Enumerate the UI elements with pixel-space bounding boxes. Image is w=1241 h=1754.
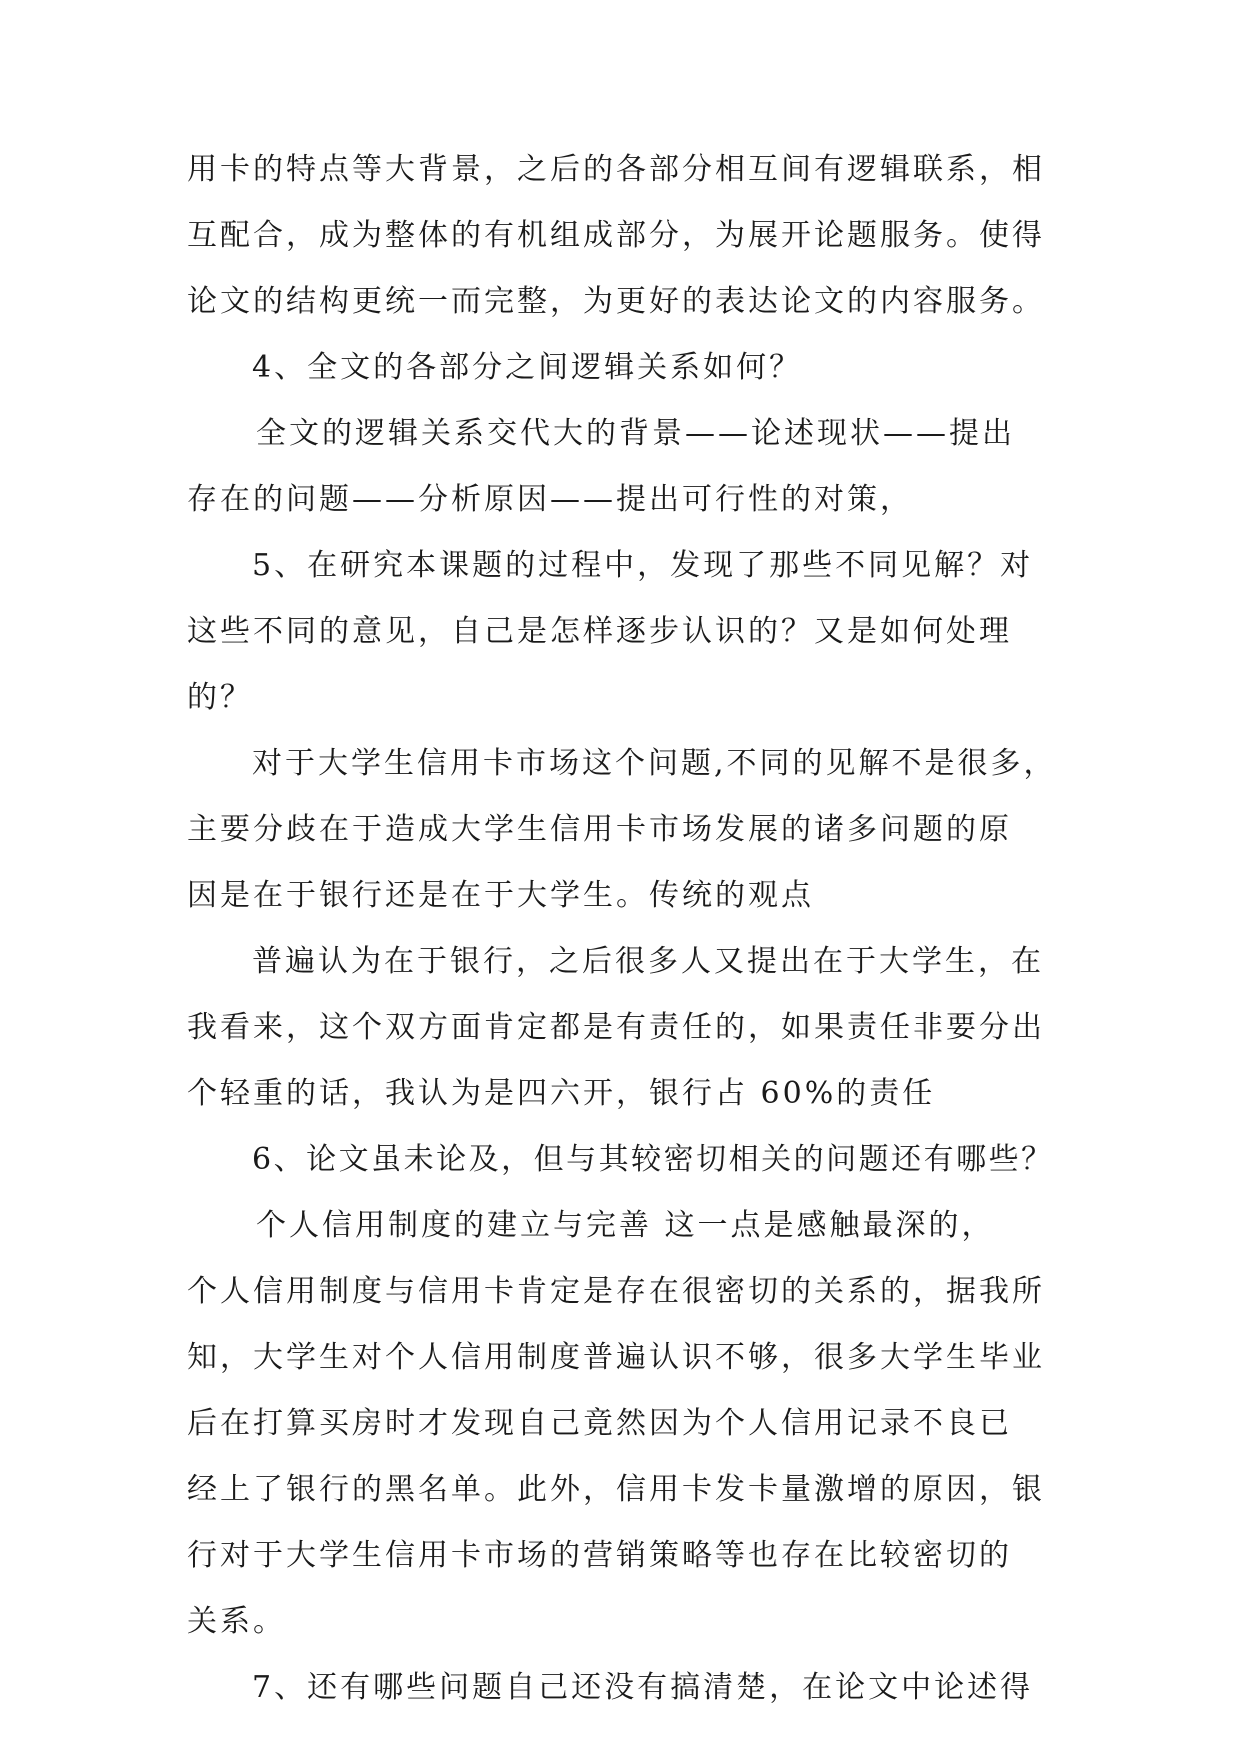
text-line: 普遍认为在于银行，之后很多人又提出在于大学生，在 (252, 944, 1044, 979)
text-line: 知，大学生对个人信用制度普遍认识不够，很多大学生毕业 (187, 1340, 1045, 1375)
text-line: 行对于大学生信用卡市场的营销策略等也存在比较密切的 (187, 1538, 1012, 1573)
text-line: 经上了银行的黑名单。此外，信用卡发卡量激增的原因，银 (187, 1472, 1045, 1507)
text-line: 6、论文虽未论及，但与其较密切相关的问题还有哪些？ (252, 1142, 1054, 1177)
text-line: 个轻重的话，我认为是四六开，银行占 60%的责任 (187, 1076, 936, 1111)
text-line: 互配合，成为整体的有机组成部分，为展开论题服务。使得 (187, 218, 1045, 253)
text-line: 论文的结构更统一而完整，为更好的表达论文的内容服务。 (187, 284, 1045, 319)
text-line: 个人信用制度与信用卡肯定是存在很密切的关系的，据我所 (187, 1274, 1045, 1309)
text-line: 关系。 (187, 1604, 286, 1639)
text-line: 对于大学生信用卡市场这个问题,不同的见解不是很多， (252, 746, 1057, 781)
text-line: 主要分歧在于造成大学生信用卡市场发展的诸多问题的原 (187, 812, 1012, 847)
text-line: 4、全文的各部分之间逻辑关系如何？ (252, 350, 803, 385)
text-line: 存在的问题——分析原因——提出可行性的对策， (187, 482, 913, 517)
text-line: 7、还有哪些问题自己还没有搞清楚，在论文中论述得 (252, 1670, 1034, 1705)
text-line: 5、在研究本课题的过程中，发现了那些不同见解？对 (252, 548, 1034, 583)
text-line: 的？ (187, 680, 253, 715)
text-line: 因是在于银行还是在于大学生。传统的观点 (187, 878, 814, 913)
text-line: 个人信用制度的建立与完善 这一点是感触最深的， (256, 1208, 995, 1243)
text-line: 全文的逻辑关系交代大的背景——论述现状——提出 (256, 416, 1015, 451)
text-line: 后在打算买房时才发现自己竟然因为个人信用记录不良已 (187, 1406, 1012, 1441)
text-line: 这些不同的意见，自己是怎样逐步认识的？又是如何处理 (187, 614, 1012, 649)
text-line: 我看来，这个双方面肯定都是有责任的，如果责任非要分出 (187, 1010, 1045, 1045)
text-line: 用卡的特点等大背景，之后的各部分相互间有逻辑联系，相 (187, 152, 1045, 187)
